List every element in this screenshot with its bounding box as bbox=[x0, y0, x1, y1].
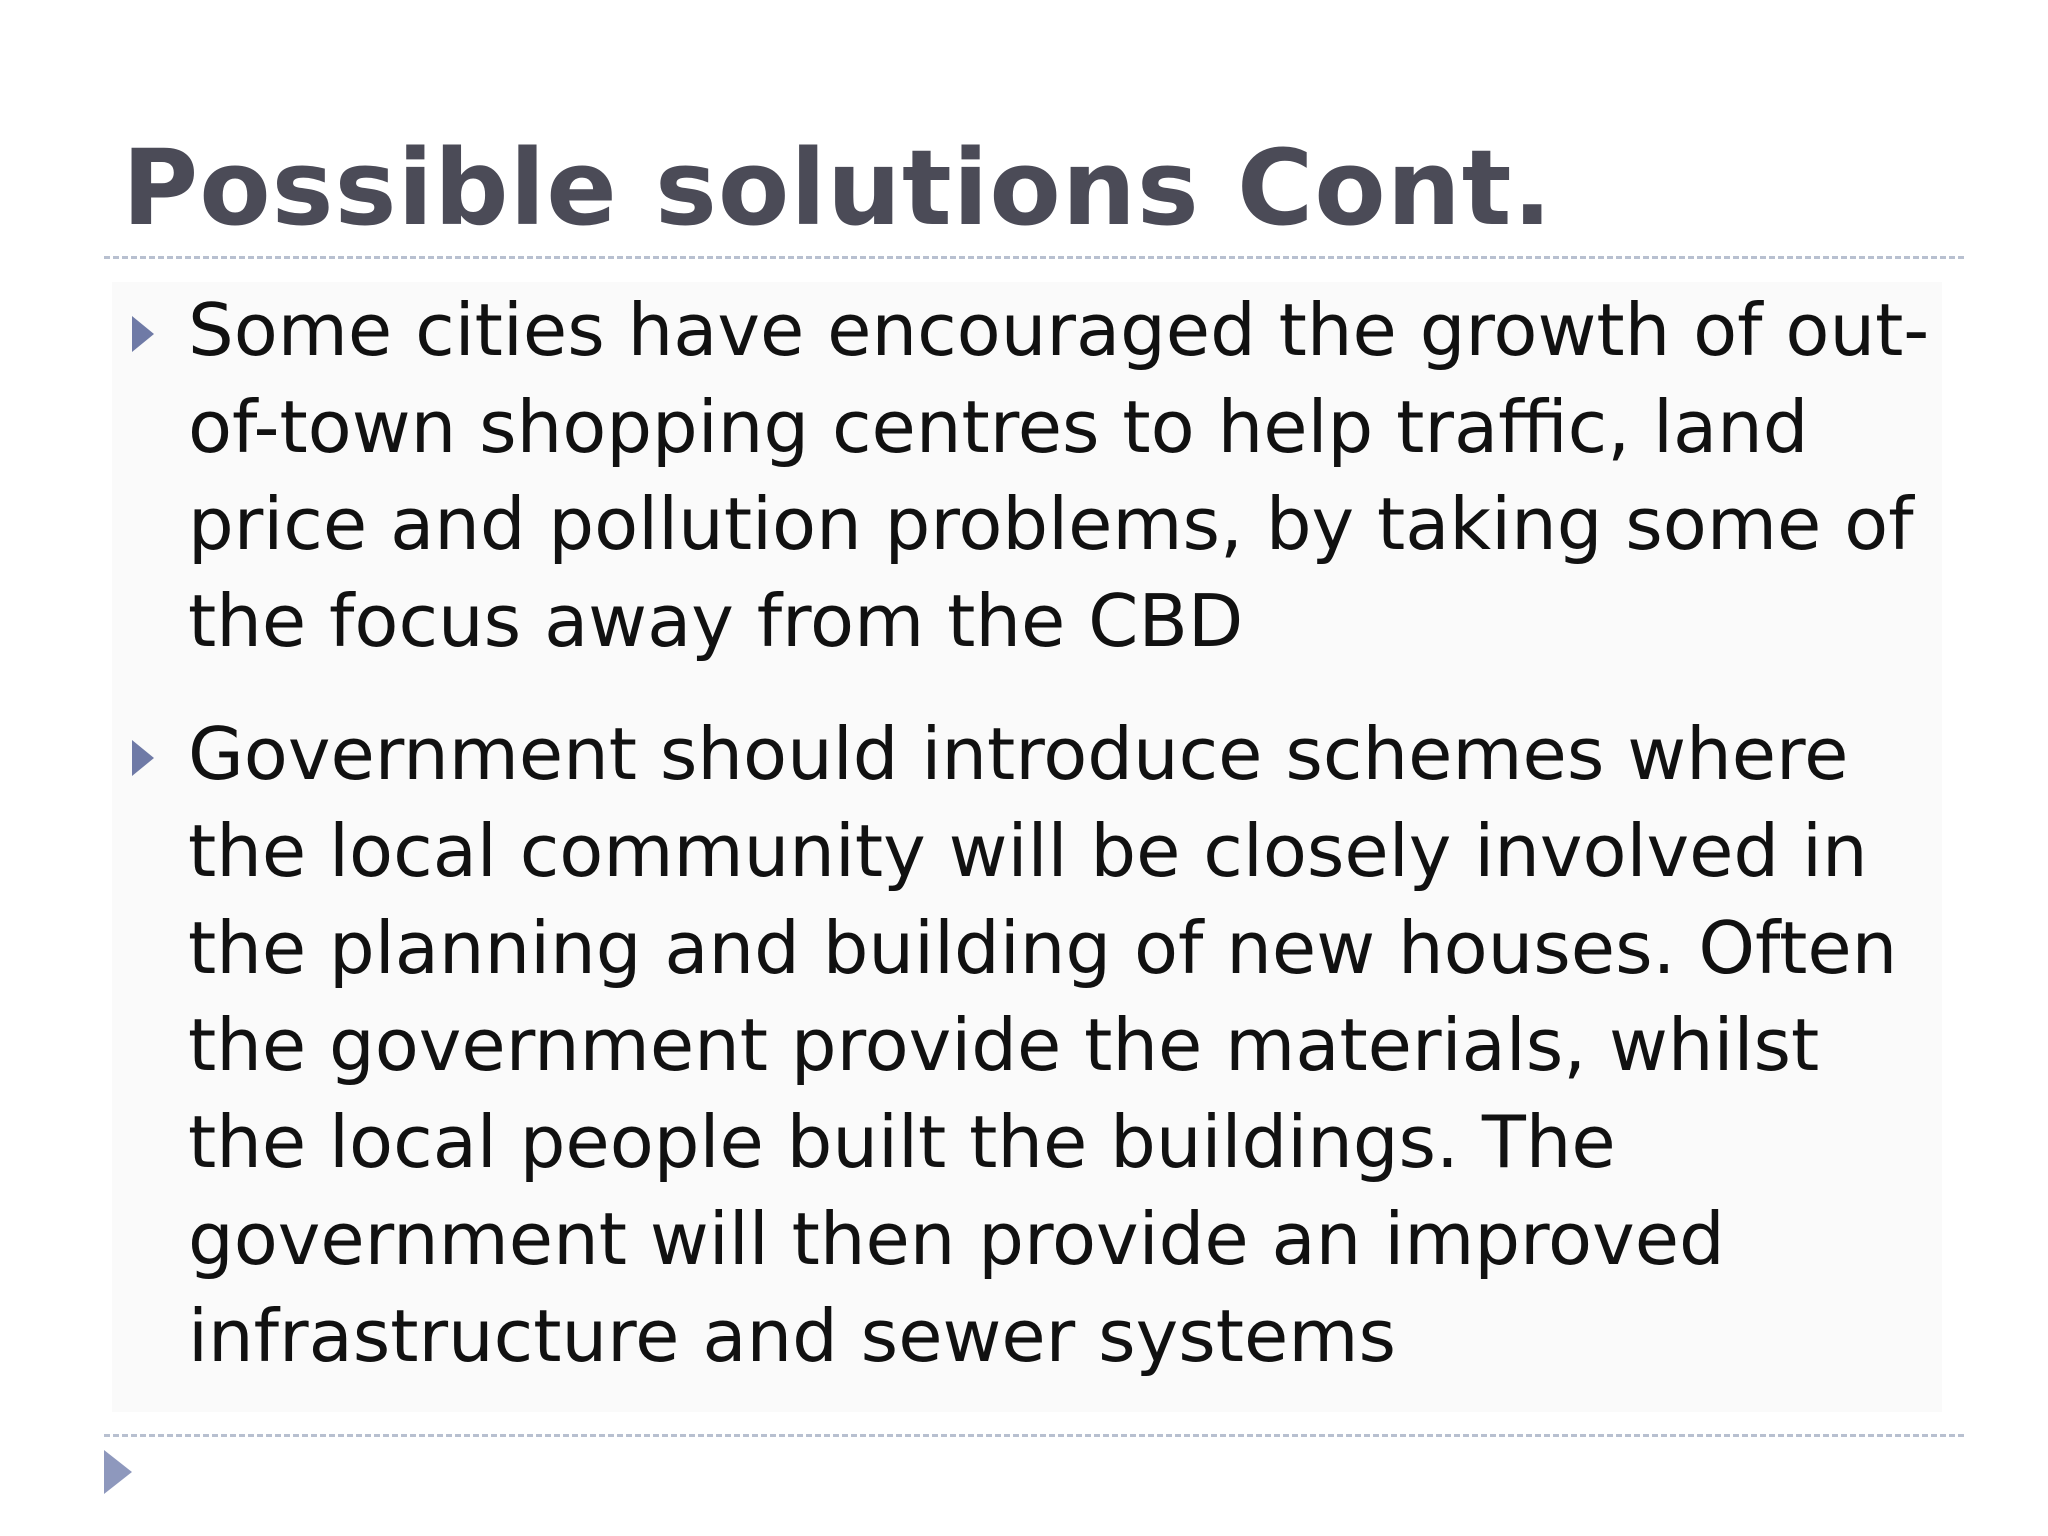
triangle-right-icon bbox=[132, 740, 154, 776]
title-divider bbox=[104, 256, 1964, 259]
bullet-text: Government should introduce schemes where the local community will be closely involved in the planning and building of new houses. Often the government provide the materials, whilst the local people built the buildings. The government will then provide an improved infrastructure and sewer systems bbox=[188, 712, 1898, 1378]
footer-triangle-icon bbox=[104, 1450, 132, 1494]
bullet-item bbox=[112, 706, 1942, 1385]
bullet-text: Some cities have encouraged the growth of out-of-town shopping centres to help traffic, land price and pollution problems, by taking some of the focus away from the CBD bbox=[188, 288, 1930, 663]
bullet-item bbox=[112, 282, 1942, 670]
footer-divider bbox=[104, 1434, 1964, 1437]
bullet-list bbox=[112, 282, 1942, 1385]
content-area bbox=[112, 282, 1942, 1412]
triangle-right-icon bbox=[132, 316, 154, 352]
slide-title: Possible solutions Cont. bbox=[122, 127, 1553, 249]
